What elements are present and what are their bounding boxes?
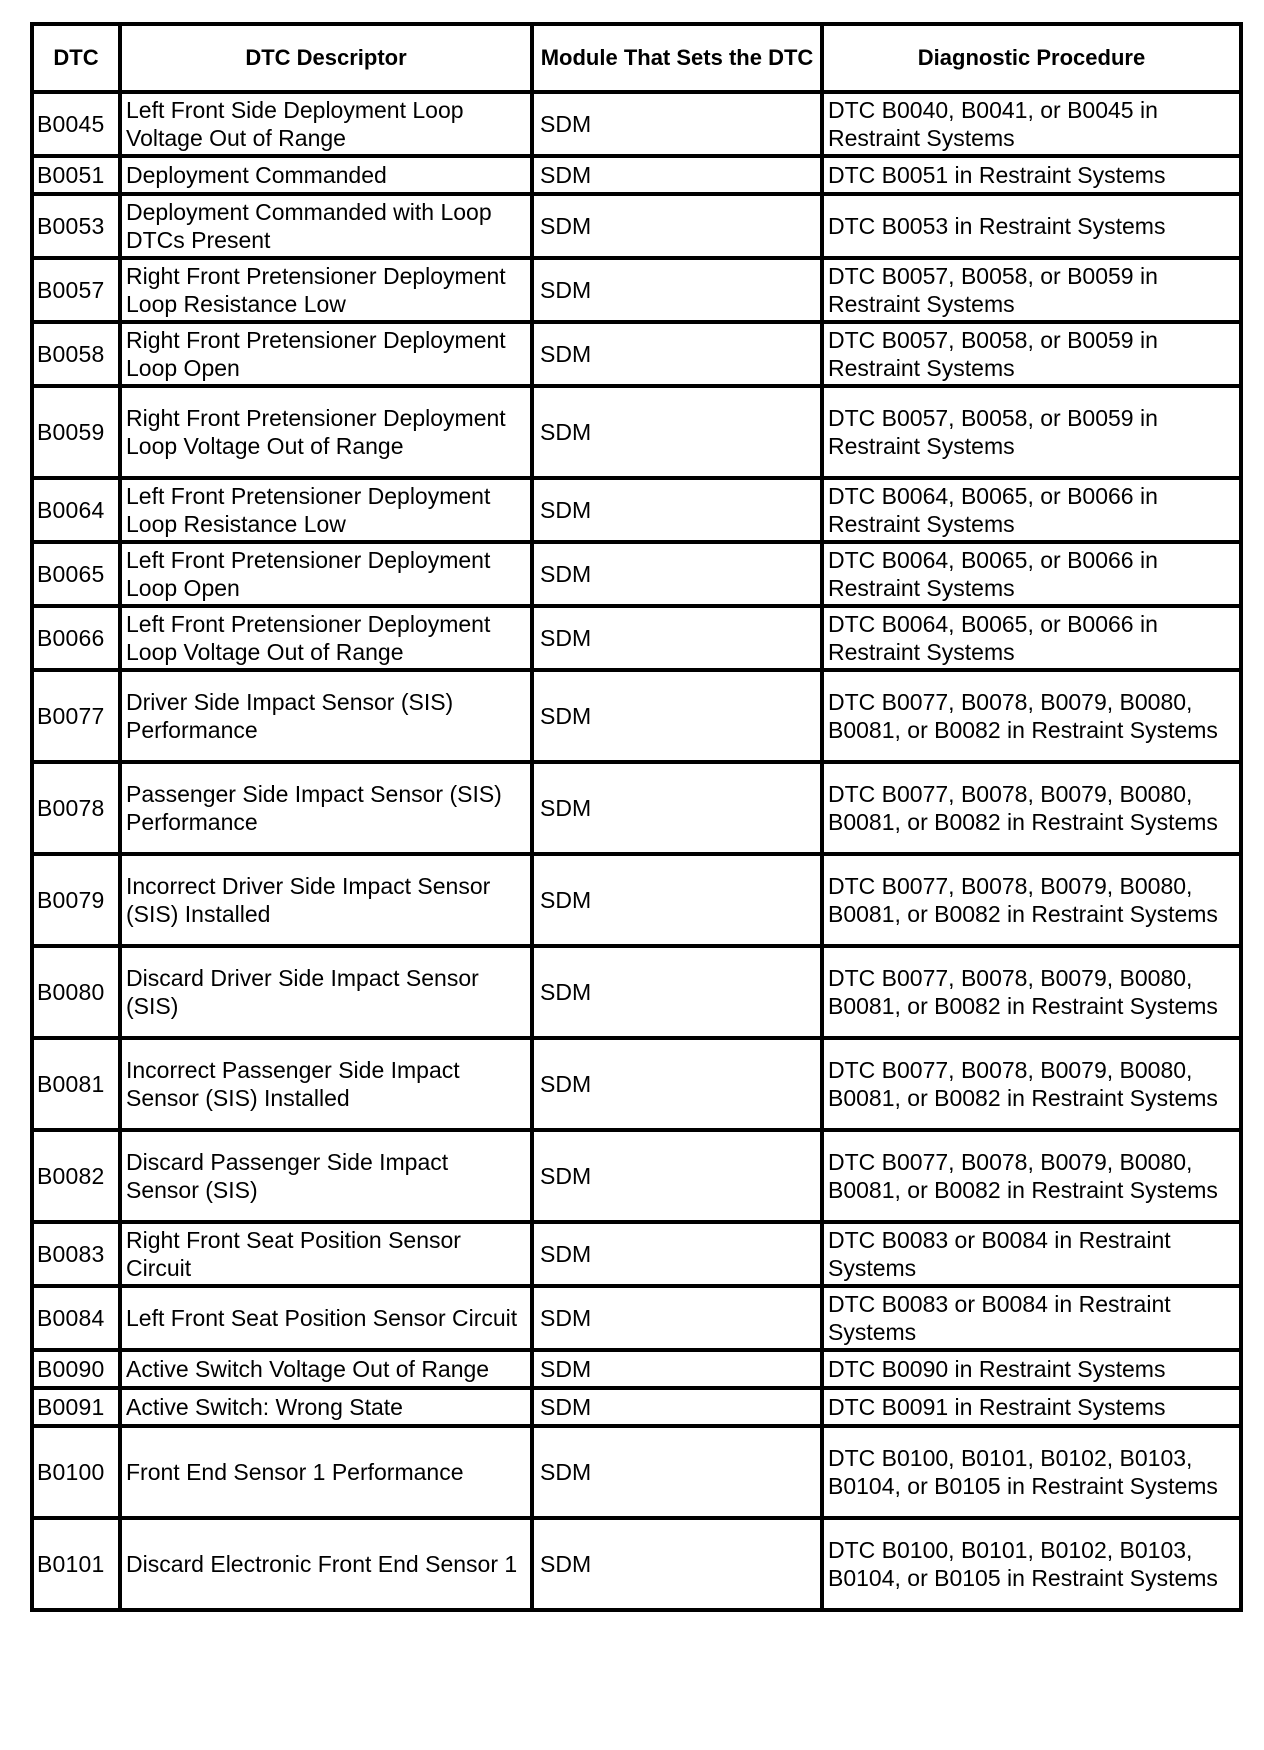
dtc-code: B0066	[32, 606, 120, 670]
dtc-code: B0065	[32, 542, 120, 606]
header-descriptor: DTC Descriptor	[120, 24, 532, 92]
dtc-descriptor: Incorrect Passenger Side Impact Sensor (SIS) Installed	[120, 1038, 532, 1130]
table-row	[32, 670, 1241, 762]
module-cell: SDM	[532, 606, 822, 670]
module-cell: SDM	[532, 1222, 822, 1286]
table-row	[32, 1518, 1241, 1610]
dtc-descriptor: Left Front Side Deployment Loop Voltage Out of Range	[120, 92, 532, 156]
diagnostic-procedure: DTC B0040, B0041, or B0045 in Restraint Systems	[822, 92, 1241, 156]
dtc-code: B0101	[32, 1518, 120, 1610]
diagnostic-procedure: DTC B0077, B0078, B0079, B0080, B0081, or B0082 in Restraint Systems	[822, 1038, 1241, 1130]
module-cell: SDM	[532, 478, 822, 542]
diagnostic-procedure: DTC B0057, B0058, or B0059 in Restraint Systems	[822, 386, 1241, 478]
module-cell: SDM	[532, 258, 822, 322]
dtc-code: B0090	[32, 1350, 120, 1388]
module-cell: SDM	[532, 542, 822, 606]
module-cell: SDM	[532, 1038, 822, 1130]
dtc-descriptor: Right Front Pretensioner Deployment Loop Open	[120, 322, 532, 386]
dtc-descriptor: Left Front Pretensioner Deployment Loop Open	[120, 542, 532, 606]
dtc-code: B0100	[32, 1426, 120, 1518]
module-cell: SDM	[532, 1130, 822, 1222]
diagnostic-procedure: DTC B0077, B0078, B0079, B0080, B0081, or B0082 in Restraint Systems	[822, 946, 1241, 1038]
diagnostic-procedure: DTC B0051 in Restraint Systems	[822, 156, 1241, 194]
module-cell: SDM	[532, 1426, 822, 1518]
dtc-code: B0059	[32, 386, 120, 478]
dtc-descriptor: Discard Electronic Front End Sensor 1	[120, 1518, 532, 1610]
table-row	[32, 92, 1241, 156]
diagnostic-procedure: DTC B0083 or B0084 in Restraint Systems	[822, 1222, 1241, 1286]
table-row	[32, 386, 1241, 478]
dtc-descriptor: Incorrect Driver Side Impact Sensor (SIS) Installed	[120, 854, 532, 946]
header-dtc: DTC	[32, 24, 120, 92]
dtc-code: B0080	[32, 946, 120, 1038]
dtc-code: B0091	[32, 1388, 120, 1426]
dtc-descriptor: Left Front Seat Position Sensor Circuit	[120, 1286, 532, 1350]
dtc-descriptor: Discard Driver Side Impact Sensor (SIS)	[120, 946, 532, 1038]
diagnostic-procedure: DTC B0077, B0078, B0079, B0080, B0081, or B0082 in Restraint Systems	[822, 854, 1241, 946]
diagnostic-procedure: DTC B0100, B0101, B0102, B0103, B0104, or B0105 in Restraint Systems	[822, 1426, 1241, 1518]
dtc-code: B0083	[32, 1222, 120, 1286]
header-row	[32, 24, 1241, 92]
dtc-descriptor: Driver Side Impact Sensor (SIS) Performance	[120, 670, 532, 762]
table-row	[32, 1038, 1241, 1130]
dtc-descriptor: Right Front Pretensioner Deployment Loop Voltage Out of Range	[120, 386, 532, 478]
diagnostic-procedure: DTC B0090 in Restraint Systems	[822, 1350, 1241, 1388]
module-cell: SDM	[532, 1518, 822, 1610]
table-row	[32, 542, 1241, 606]
dtc-descriptor: Discard Passenger Side Impact Sensor (SIS)	[120, 1130, 532, 1222]
diagnostic-procedure: DTC B0083 or B0084 in Restraint Systems	[822, 1286, 1241, 1350]
dtc-code: B0084	[32, 1286, 120, 1350]
diagnostic-procedure: DTC B0057, B0058, or B0059 in Restraint Systems	[822, 322, 1241, 386]
module-cell: SDM	[532, 322, 822, 386]
diagnostic-procedure: DTC B0064, B0065, or B0066 in Restraint Systems	[822, 478, 1241, 542]
diagnostic-procedure: DTC B0077, B0078, B0079, B0080, B0081, or B0082 in Restraint Systems	[822, 1130, 1241, 1222]
dtc-code: B0082	[32, 1130, 120, 1222]
dtc-descriptor: Passenger Side Impact Sensor (SIS) Performance	[120, 762, 532, 854]
table-row	[32, 478, 1241, 542]
table-row	[32, 1286, 1241, 1350]
dtc-descriptor: Right Front Seat Position Sensor Circuit	[120, 1222, 532, 1286]
module-cell: SDM	[532, 946, 822, 1038]
header-module: Module That Sets the DTC	[532, 24, 822, 92]
module-cell: SDM	[532, 670, 822, 762]
module-cell: SDM	[532, 194, 822, 258]
diagnostic-procedure: DTC B0091 in Restraint Systems	[822, 1388, 1241, 1426]
module-cell: SDM	[532, 92, 822, 156]
module-cell: SDM	[532, 156, 822, 194]
diagnostic-procedure: DTC B0053 in Restraint Systems	[822, 194, 1241, 258]
table-row	[32, 1388, 1241, 1426]
dtc-code: B0057	[32, 258, 120, 322]
dtc-descriptor: Right Front Pretensioner Deployment Loop Resistance Low	[120, 258, 532, 322]
module-cell: SDM	[532, 386, 822, 478]
dtc-descriptor: Left Front Pretensioner Deployment Loop Resistance Low	[120, 478, 532, 542]
table-row	[32, 1350, 1241, 1388]
table-row	[32, 606, 1241, 670]
header-procedure: Diagnostic Procedure	[822, 24, 1241, 92]
dtc-code: B0053	[32, 194, 120, 258]
dtc-code: B0064	[32, 478, 120, 542]
table-row	[32, 1130, 1241, 1222]
table-row	[32, 258, 1241, 322]
table-row	[32, 762, 1241, 854]
dtc-code: B0078	[32, 762, 120, 854]
diagnostic-procedure: DTC B0100, B0101, B0102, B0103, B0104, or B0105 in Restraint Systems	[822, 1518, 1241, 1610]
module-cell: SDM	[532, 1388, 822, 1426]
dtc-descriptor: Left Front Pretensioner Deployment Loop Voltage Out of Range	[120, 606, 532, 670]
dtc-descriptor: Active Switch Voltage Out of Range	[120, 1350, 532, 1388]
table-row	[32, 946, 1241, 1038]
module-cell: SDM	[532, 854, 822, 946]
table-row	[32, 194, 1241, 258]
dtc-code: B0079	[32, 854, 120, 946]
diagnostic-procedure: DTC B0057, B0058, or B0059 in Restraint Systems	[822, 258, 1241, 322]
dtc-descriptor: Active Switch: Wrong State	[120, 1388, 532, 1426]
dtc-code: B0045	[32, 92, 120, 156]
dtc-table	[30, 22, 1243, 1612]
dtc-descriptor: Deployment Commanded	[120, 156, 532, 194]
table-row	[32, 322, 1241, 386]
dtc-code: B0051	[32, 156, 120, 194]
diagnostic-procedure: DTC B0077, B0078, B0079, B0080, B0081, or B0082 in Restraint Systems	[822, 670, 1241, 762]
dtc-descriptor: Front End Sensor 1 Performance	[120, 1426, 532, 1518]
diagnostic-procedure: DTC B0064, B0065, or B0066 in Restraint Systems	[822, 606, 1241, 670]
module-cell: SDM	[532, 1286, 822, 1350]
dtc-code: B0077	[32, 670, 120, 762]
dtc-descriptor: Deployment Commanded with Loop DTCs Present	[120, 194, 532, 258]
diagnostic-procedure: DTC B0064, B0065, or B0066 in Restraint Systems	[822, 542, 1241, 606]
table-row	[32, 854, 1241, 946]
dtc-code: B0081	[32, 1038, 120, 1130]
table-row	[32, 156, 1241, 194]
module-cell: SDM	[532, 762, 822, 854]
table-row	[32, 1426, 1241, 1518]
dtc-code: B0058	[32, 322, 120, 386]
module-cell: SDM	[532, 1350, 822, 1388]
diagnostic-procedure: DTC B0077, B0078, B0079, B0080, B0081, or B0082 in Restraint Systems	[822, 762, 1241, 854]
table-row	[32, 1222, 1241, 1286]
